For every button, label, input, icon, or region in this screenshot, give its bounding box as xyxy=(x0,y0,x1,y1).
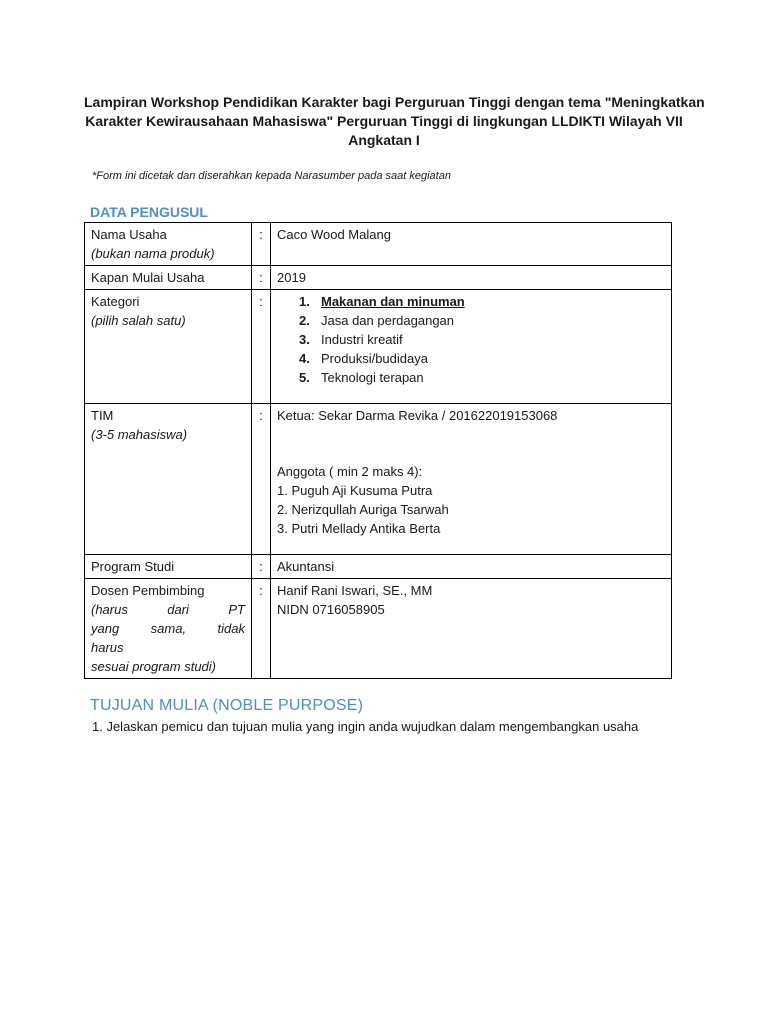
tim-anggota-item: 3. Putri Mellady Antika Berta xyxy=(277,521,441,536)
dosen-sub: yang sama, tidak xyxy=(91,621,245,636)
row-kapan-mulai xyxy=(85,266,672,290)
program-studi-label: Program Studi xyxy=(85,555,252,579)
label-cell xyxy=(85,404,252,555)
kategori-option xyxy=(299,330,665,349)
tim-sub: (3-5 mahasiswa) xyxy=(91,427,188,442)
dosen-sub: (harus dari PT xyxy=(91,602,245,617)
option-number: 1. xyxy=(299,294,310,309)
row-kategori xyxy=(85,290,672,404)
option-label: Teknologi terapan xyxy=(321,370,424,385)
colon-cell: : xyxy=(252,555,271,579)
dosen-nidn: NIDN 0716058905 xyxy=(277,602,385,617)
option-label: Makanan dan minuman xyxy=(321,294,465,309)
question-1: 1. Jelaskan pemicu dan tujuan mulia yang ingin anda wujudkan dalam mengembangkan usaha xyxy=(92,719,639,734)
nama-usaha-label: Nama Usaha xyxy=(91,227,167,242)
colon-cell: : xyxy=(252,290,271,404)
kategori-option xyxy=(299,349,665,368)
kategori-list xyxy=(277,292,665,387)
colon-cell: : xyxy=(252,404,271,555)
option-number: 3. xyxy=(299,332,310,347)
program-studi-value: Akuntansi xyxy=(271,555,672,579)
kategori-sub: (pilih salah satu) xyxy=(91,313,186,328)
data-pengusul-table xyxy=(84,222,672,679)
kategori-option xyxy=(299,311,665,330)
tim-anggota-item: 2. Nerizqullah Auriga Tsarwah xyxy=(277,502,449,517)
option-label: Produksi/budidaya xyxy=(321,351,428,366)
option-number: 2. xyxy=(299,313,310,328)
title-line-2: Karakter Kewirausahaan Mahasiswa" Perguruan Tinggi di lingkungan LLDIKTI Wilayah VII xyxy=(85,113,683,129)
option-label: Industri kreatif xyxy=(321,332,403,347)
row-program-studi xyxy=(85,555,672,579)
kapan-mulai-label: Kapan Mulai Usaha xyxy=(85,266,252,290)
tim-label: TIM xyxy=(91,408,114,423)
tim-anggota-item: 1. Puguh Aji Kusuma Putra xyxy=(277,483,433,498)
kategori-label: Kategori xyxy=(91,294,140,309)
colon-cell: : xyxy=(252,266,271,290)
label-cell xyxy=(85,290,252,404)
kategori-options xyxy=(271,290,672,404)
label-cell xyxy=(85,579,252,679)
row-tim xyxy=(85,404,672,555)
kapan-mulai-value: 2019 xyxy=(271,266,672,290)
option-number: 4. xyxy=(299,351,310,366)
title-line-3: Angkatan I xyxy=(348,132,420,148)
option-number: 5. xyxy=(299,370,310,385)
colon-cell: : xyxy=(252,579,271,679)
dosen-sub: harus xyxy=(91,640,124,655)
row-nama-usaha xyxy=(85,223,672,266)
label-cell xyxy=(85,223,252,266)
dosen-sub: sesuai program studi) xyxy=(91,659,216,674)
tim-ketua: Ketua: Sekar Darma Revika / 201622019153068 xyxy=(277,408,558,423)
tim-anggota-label: Anggota ( min 2 maks 4): xyxy=(277,464,423,479)
kategori-option xyxy=(299,368,665,387)
dosen-value xyxy=(271,579,672,679)
tim-value xyxy=(271,404,672,555)
section-heading-data-pengusul: DATA PENGUSUL xyxy=(90,204,208,220)
colon-cell: : xyxy=(252,223,271,266)
nama-usaha-value: Caco Wood Malang xyxy=(271,223,672,266)
form-note: *Form ini dicetak dan diserahkan kepada Narasumber pada saat kegiatan xyxy=(92,170,451,182)
kategori-option-selected xyxy=(299,292,665,311)
document-title xyxy=(84,93,705,150)
section-heading-tujuan-mulia: TUJUAN MULIA (NOBLE PURPOSE) xyxy=(90,697,364,714)
dosen-label: Dosen Pembimbing xyxy=(91,583,205,598)
row-dosen xyxy=(85,579,672,679)
dosen-name: Hanif Rani Iswari, SE., MM xyxy=(277,583,433,598)
nama-usaha-sub: (bukan nama produk) xyxy=(91,246,215,261)
title-line-1: Lampiran Workshop Pendidikan Karakter bagi Perguruan Tinggi dengan tema "Meningkatkan xyxy=(84,94,705,110)
option-label: Jasa dan perdagangan xyxy=(321,313,455,328)
